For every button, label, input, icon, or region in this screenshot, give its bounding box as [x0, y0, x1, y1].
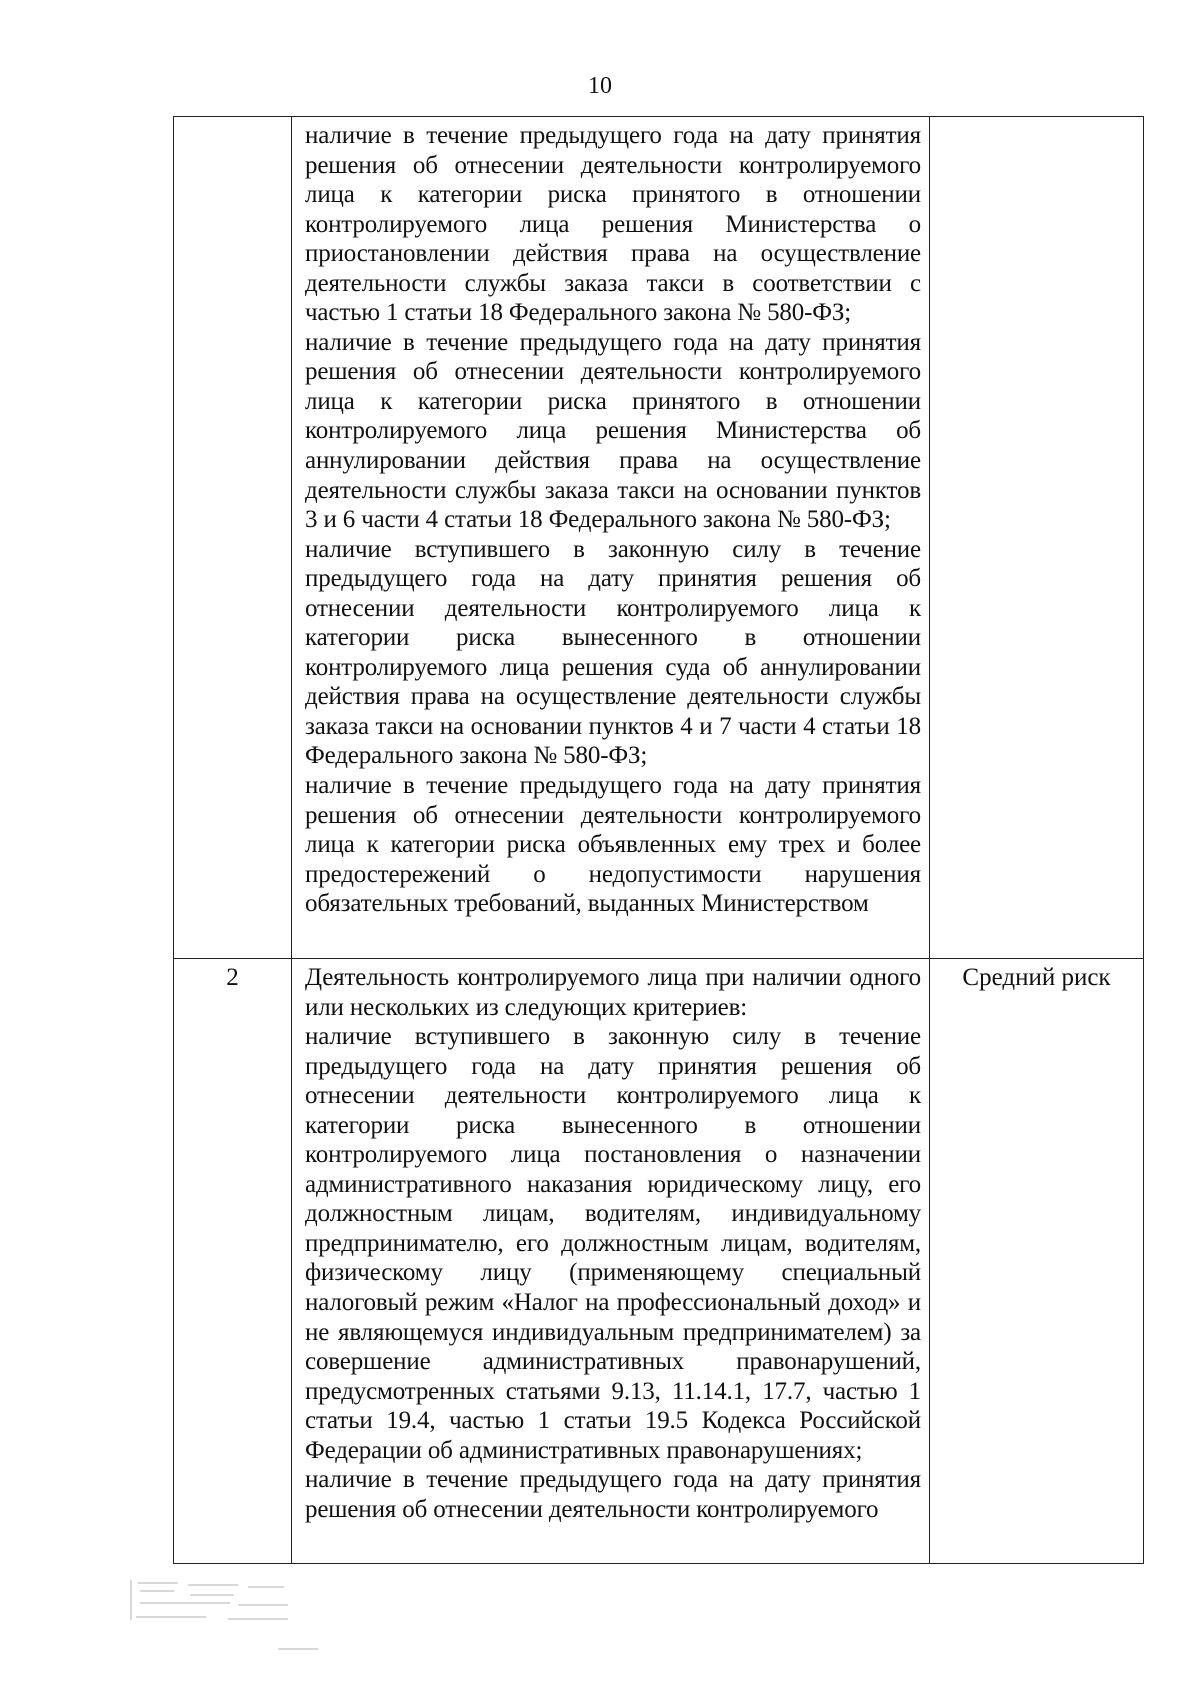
- row-number-cell: [174, 117, 292, 959]
- criterion-paragraph: Деятельность контролируемого лица при наличии одного или нескольких из следующих критериев:: [305, 964, 921, 1021]
- criterion-paragraph: наличие в течение предыдущего года на дату принятия решения об отнесении деятельности контролируемого лица к категории риска принятого в отношении контролируемого лица решения Министерства о приостановлении действия права на осуществление деятельности службы заказа такси в соответствии с частью 1 статьи 18 Федерального закона № 580-ФЗ;: [305, 122, 921, 327]
- table-row: [174, 959, 1144, 1564]
- faint-stamp-mark: [128, 1576, 348, 1666]
- criteria-text-cell: [292, 117, 930, 959]
- criterion-paragraph: наличие в течение предыдущего года на дату принятия решения об отнесении деятельности контролируемого лица к категории риска объявленных ему трех и более предостережений о недопустимости нарушения обязательных требований, выданных Министерством: [305, 772, 921, 918]
- row-number-cell: 2: [174, 959, 292, 1564]
- page-number: 10: [588, 73, 612, 99]
- criterion-paragraph: наличие вступившего в законную силу в течение предыдущего года на дату принятия решения об отнесении деятельности контролируемого лица к категории риска вынесенного в отношении контролируемого лица решения суда об аннулировании действия права на осуществление деятельности службы заказа такси на основании пунктов 4 и 7 части 4 статьи 18 Федерального закона № 580-ФЗ;: [305, 535, 921, 770]
- risk-category-cell: [930, 117, 1144, 959]
- criteria-text-cell: [292, 959, 930, 1564]
- table-row: [174, 117, 1144, 959]
- criterion-paragraph: наличие в течение предыдущего года на дату принятия решения об отнесении деятельности контролируемого: [305, 1466, 921, 1523]
- criterion-paragraph: наличие вступившего в законную силу в течение предыдущего года на дату принятия решения об отнесении деятельности контролируемого лица к категории риска вынесенного в отношении контролируемого лица постановления о назначении административного наказания юридическому лицу, его должностным лицам, водителям, индивидуальному предпринимателю, его должностным лицам, водителям, физическому лицу (применяющему специальный налоговый режим «Налог на профессиональный доход» и не являющемуся индивидуальным предпринимателем) за совершение административных правонарушений, предусмотренных статьями 9.13, 11.14.1, 17.7, частью 1 статьи 19.4, частью 1 статьи 19.5 Кодекса Российской Федерации об административных правонарушениях;: [305, 1023, 921, 1464]
- risk-category-cell: Средний риск: [930, 959, 1144, 1564]
- criterion-paragraph: наличие в течение предыдущего года на дату принятия решения об отнесении деятельности контролируемого лица к категории риска принятого в отношении контролируемого лица решения Министерства об аннулировании действия права на осуществление деятельности службы заказа такси на основании пунктов 3 и 6 части 4 статьи 18 Федерального закона № 580-ФЗ;: [305, 328, 921, 534]
- risk-criteria-table: [173, 116, 1144, 1564]
